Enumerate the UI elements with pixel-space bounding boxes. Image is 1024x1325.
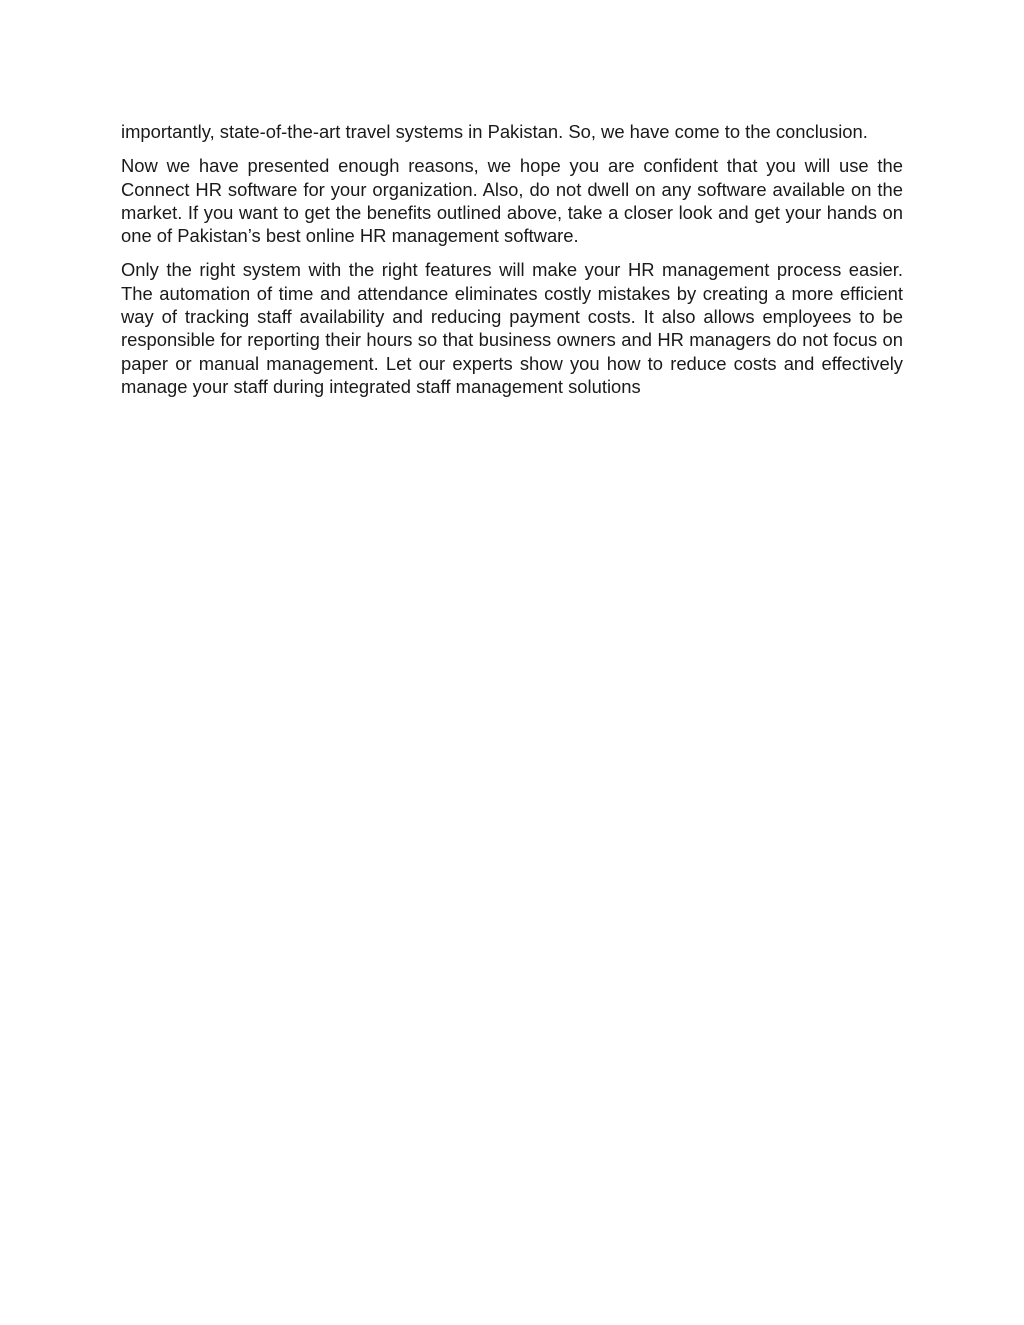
paragraph-conclusion: importantly, state-of-the-art travel systems in Pakistan. So, we have come to the conclusion. [121,121,868,142]
document-body [121,120,903,409]
paragraph-right-system: Only the right system with the right features will make your HR management process easier. The automation of time and attendance eliminates costly mistakes by creating a more efficient way of tracking staff availability and reducing payment costs. It also allows employees to be responsible for reporting their hours so that business owners and HR managers do not focus on paper or manual management. Let our experts show you how to reduce costs and effectively manage your staff during integrated staff management solutions [121,259,903,397]
paragraph-reasons: Now we have presented enough reasons, we hope you are confident that you will use the Connect HR software for your organization. Also, do not dwell on any software available on the market. If you want to get the benefits outlined above, take a closer look and get your hands on one of Pakistan’s best online HR management software. [121,155,903,247]
